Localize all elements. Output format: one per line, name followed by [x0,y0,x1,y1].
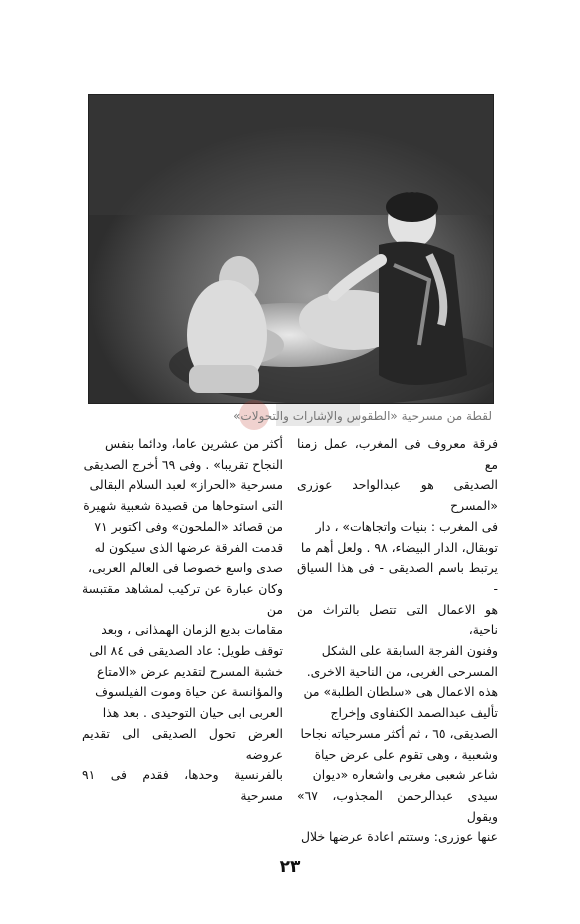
stage-photo-image [89,95,493,403]
article-body [82,434,498,854]
page-number: ٢٣ [279,857,301,877]
photo-caption: لقطة من مسرحية «الطقوس والإشارات والتحولات» [233,409,492,423]
text-column-left: أكثر من عشرين عاما، ودائما بنفس النجاح تقريبا» . وفى ٦٩ أخرج الصديقى مسرحية «الحراز» لعبد السلام البقالى التى استوحاها من قصيدة شعبية شهيرة من قصائد «الملحون» وفى اكتوبر ٧١ قدمت الفرقة عرضها الذى سيكون له صدى واسع خصوصا فى العالم العربى، وكان عبارة عن تركيب لمشاهد مقتبسة من مقامات بديع الزمان الهمذانى ، وبعد توقف طويل: عاد الصديقى فى ٨٤ الى خشبة المسرح لتقديم عرض «الامتاع والمؤانسة عن حياة وموت الفيلسوف العربى ابى حيان التوحيدى . بعد هذا العرض تحول الصديقى الى تقديم عروضه بالفرنسية وحدها، فقدم فى ٩١ مسرحية [82,436,283,803]
stage-photo [88,94,494,404]
text-column-right: فرقة معروف فى المغرب، عمل زمنا مع الصديقى هو عبدالواحد عوزرى «المسرح فى المغرب : بنيات واتجاهات» ، دار توبقال، الدار البيضاء، ٩٨ . ولعل أهم ما يرتبط باسم الصديقى - فى هذا السياق - هو الاعمال التى تتصل بالتراث من ناحية، وفنون الفرجة السابقة على الشكل المسرحى الغربى، من الناحية الاخرى. هذه الاعمال هى «سلطان الطلبة» من تأليف عبدالصمد الكنفاوى وإخراج الصديقى، ٦٥ ، ثم أكثر مسرحياته نجاحا وشعبية ، وهى تقوم على عرض حياة شاعر شعبى مغربى واشعاره «ديوان سيدى عبدالرحمن المجذوب، ٦٧» ويقول عنها عوزرى: وستتم اعادة عرضها خلال [297,436,498,845]
